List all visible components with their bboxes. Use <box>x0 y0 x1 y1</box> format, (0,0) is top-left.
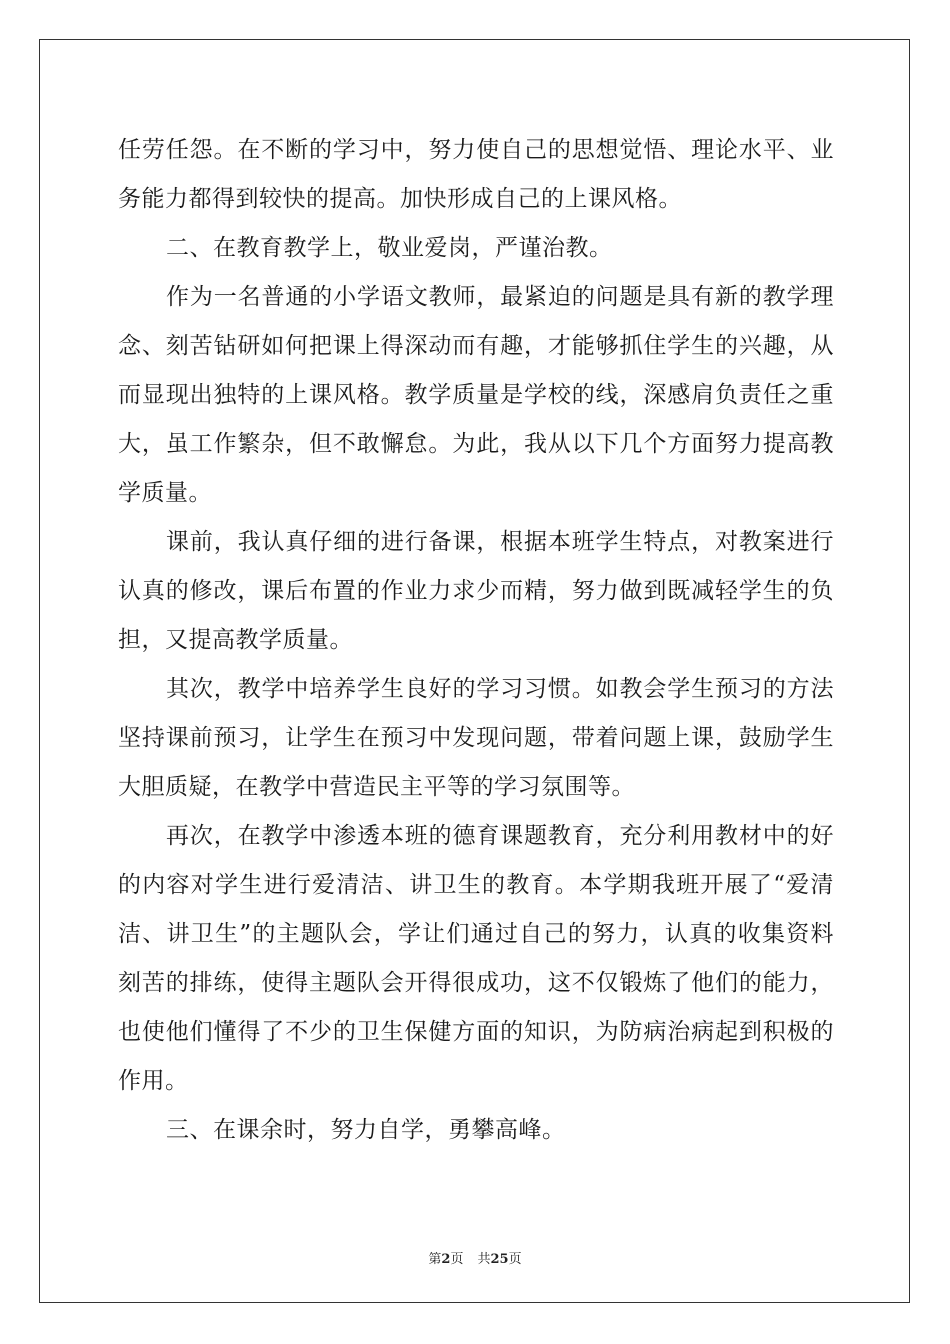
text-line: 也使他们懂得了不少的卫生保健方面的知识，为防病治病起到积极的 <box>118 1019 834 1045</box>
text-line: 任劳任怨。在不断的学习中，努力使自己的思想觉悟、理论水平、业 <box>118 137 834 163</box>
total-label-prefix: 共 <box>477 1252 491 1267</box>
text-line: 坚持课前预习，让学生在预习中发现问题，带着问题上课，鼓励学生 <box>118 725 834 751</box>
text-line: 作用。 <box>118 1068 189 1094</box>
text-line: 认真的修改，课后布置的作业力求少而精，努力做到既减轻学生的负 <box>118 578 834 604</box>
text-line: 三、在课余时，努力自学，勇攀高峰。 <box>166 1117 566 1143</box>
text-line: 念、刻苦钻研如何把课上得深动而有趣，才能够抓住学生的兴趣，从 <box>118 333 834 359</box>
text-line: 课前，我认真仔细的进行备课，根据本班学生特点，对教案进行 <box>166 529 834 555</box>
text-line: 再次，在教学中渗透本班的德育课题教育，充分利用教材中的好 <box>166 823 834 849</box>
text-line: 二、在教育教学上，敬业爱岗，严谨治教。 <box>166 235 613 261</box>
page-footer <box>0 1248 950 1267</box>
text-line: 刻苦的排练，使得主题队会开得很成功，这不仅锻炼了他们的能力， <box>118 970 834 996</box>
text-line: 作为一名普通的小学语文教师，最紧迫的问题是具有新的教学理 <box>166 284 834 310</box>
page-label-prefix: 第 <box>428 1252 442 1267</box>
page-number: 2 <box>441 1252 451 1267</box>
text-line: 的内容对学生进行爱清洁、讲卫生的教育。本学期我班开展了“爱清 <box>118 872 834 898</box>
page-label-suffix: 页 <box>450 1252 464 1267</box>
total-pages: 25 <box>490 1252 509 1267</box>
text-line: 学质量。 <box>118 480 212 506</box>
text-line: 担，又提高教学质量。 <box>118 627 353 653</box>
text-line: 其次，教学中培养学生良好的学习习惯。如教会学生预习的方法 <box>166 676 834 702</box>
text-line: 大胆质疑，在教学中营造民主平等的学习氛围等。 <box>118 774 635 800</box>
text-line: 洁、讲卫生”的主题队会，学让们通过自己的努力，认真的收集资料 <box>118 921 834 947</box>
text-line: 务能力都得到较快的提高。加快形成自己的上课风格。 <box>118 186 682 212</box>
text-line: 而显现出独特的上课风格。教学质量是学校的线，深感肩负责任之重 <box>118 382 834 408</box>
document-body <box>118 126 834 1155</box>
total-label-suffix: 页 <box>508 1252 522 1267</box>
text-line: 大，虽工作繁杂，但不敢懈怠。为此，我从以下几个方面努力提高教 <box>118 431 834 457</box>
